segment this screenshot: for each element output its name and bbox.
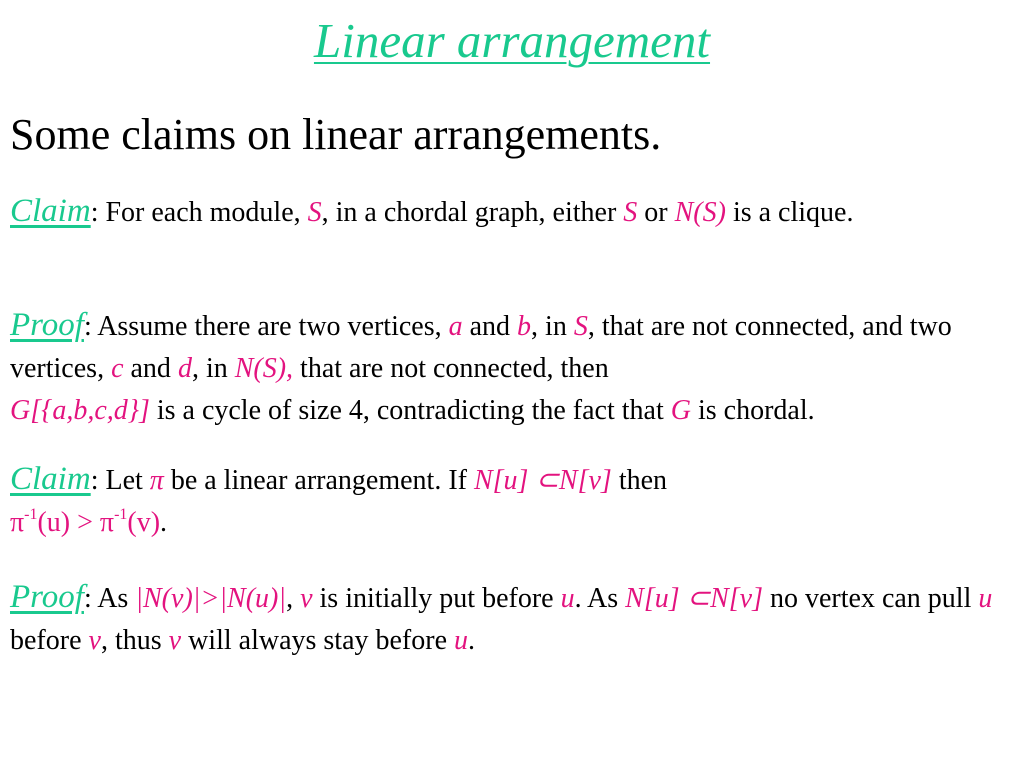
claim-1-text: or — [637, 197, 675, 228]
pi-inverse-v: (v) — [127, 507, 161, 538]
proof-2-text: no vertex can pull — [762, 583, 979, 614]
var-d: d — [177, 353, 192, 384]
claim-1-text: is a clique. — [725, 197, 854, 228]
claim-2-text: : Let — [90, 465, 150, 496]
subset-expression: N[u] ⊂N[v] — [625, 583, 763, 614]
var-u: u — [454, 625, 468, 656]
pi-inverse: π — [99, 507, 115, 538]
proof-1-text: , in — [531, 311, 574, 342]
var-b: b — [517, 311, 532, 342]
proof-1-text: is chordal. — [690, 395, 815, 426]
proof-1-text: , that are not connected, and two vertices, — [10, 311, 952, 384]
claim-2 — [10, 458, 1020, 544]
slide-title: Linear arrangement — [313, 13, 711, 68]
degree-comparison: |N(v)|>|N(u)| — [135, 583, 287, 614]
proof-1-text: that are not connected, then — [293, 353, 609, 384]
proof-2-text: , thus — [100, 625, 169, 656]
var-g: G — [670, 395, 691, 426]
var-pi: π — [149, 465, 164, 496]
claim-2-text: be a linear arrangement. If — [163, 465, 474, 496]
claim-1-text: , in a chordal graph, either — [321, 197, 624, 228]
claim-1 — [10, 190, 1020, 234]
var-v: v — [300, 583, 313, 614]
proof-2-text: , — [286, 583, 301, 614]
proof-1-text: , in — [191, 353, 235, 384]
var-a: a — [448, 311, 463, 342]
claim-2-text: then — [611, 465, 668, 496]
claim-1-text: : For each module, — [90, 197, 308, 228]
var-c: c — [111, 353, 124, 384]
proof-2-text: will always stay before — [181, 625, 454, 656]
claim-2-label: Claim — [10, 461, 91, 497]
pi-inverse: π — [10, 507, 25, 538]
claim-2-text: . — [160, 507, 168, 538]
proof-1-text: : Assume there are two vertices, — [83, 311, 449, 342]
exponent: -1 — [114, 506, 128, 523]
var-ns: N(S), — [234, 353, 294, 384]
proof-1 — [10, 304, 1020, 432]
claim-1-label: Claim — [10, 193, 91, 229]
proof-2-text: : As — [83, 583, 136, 614]
pi-inverse-u: (u) > — [37, 507, 100, 538]
proof-1-text: and — [123, 353, 178, 384]
var-v: v — [168, 625, 182, 656]
proof-1-label: Proof — [10, 307, 84, 343]
proof-2-text: before — [10, 625, 89, 656]
var-s: S — [573, 311, 588, 342]
var-v: v — [88, 625, 101, 656]
proof-2-text: . — [468, 625, 475, 656]
var-u: u — [978, 583, 993, 614]
proof-2-text: is initially put before — [312, 583, 561, 614]
var-u: u — [560, 583, 575, 614]
exponent: -1 — [24, 506, 38, 523]
proof-1-text: is a cycle of size 4, contradicting the fact that — [149, 395, 671, 426]
slide-subtitle: Some claims on linear arrangements. — [10, 110, 662, 159]
var-g-induced: G[{a,b,c,d}] — [10, 395, 150, 426]
claim-1-set-s: S — [307, 197, 322, 228]
proof-2-text: . As — [574, 583, 626, 614]
proof-2 — [10, 576, 1020, 662]
proof-2-label: Proof — [10, 579, 84, 615]
claim-1-set-s: S — [623, 197, 638, 228]
claim-1-neighborhood: N(S) — [674, 197, 726, 228]
proof-1-text: and — [462, 311, 518, 342]
subset-expression: N[u] ⊂N[v] — [473, 465, 612, 496]
